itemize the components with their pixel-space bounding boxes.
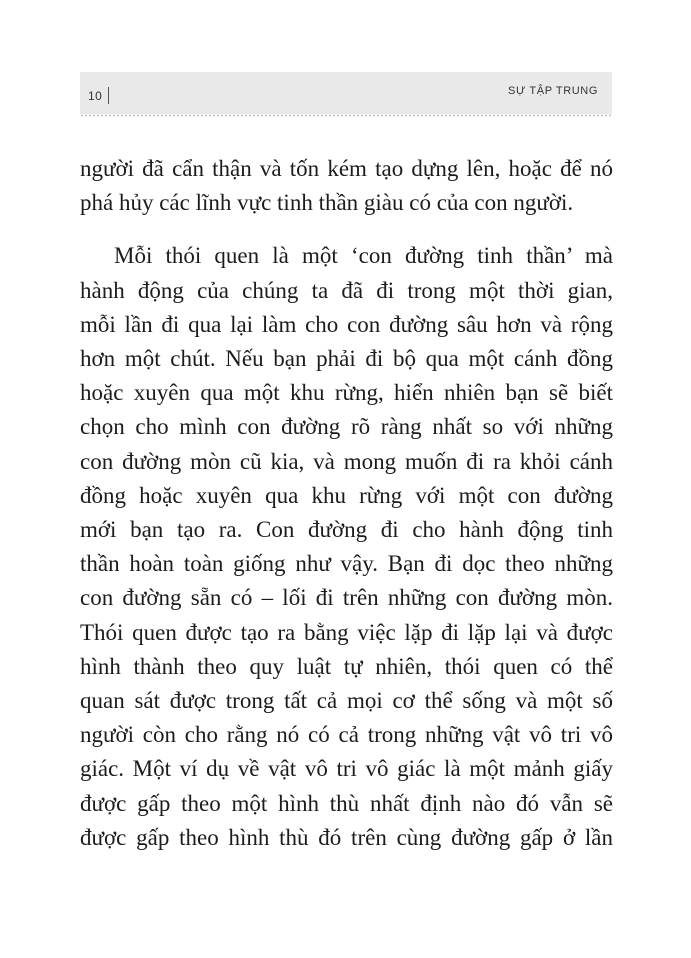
text-line: giác. Một ví dụ về vật vô tri vô giác là một mảnh giấy bbox=[80, 756, 613, 782]
text-line: thần hoàn toàn giống như vậy. Bạn đi dọc theo những bbox=[80, 551, 613, 577]
text-line: hoặc xuyên qua một khu rừng, hiển nhiên bạn sẽ biết bbox=[80, 380, 613, 406]
text-line: được gấp theo hình thù đó trên cùng đường gấp ở lần bbox=[80, 824, 613, 850]
running-header bbox=[80, 72, 612, 114]
text-line: con đường mòn cũ kia, và mong muốn đi ra khỏi cánh bbox=[80, 448, 613, 474]
text-line: chọn cho mình con đường rõ ràng nhất so với những bbox=[80, 414, 613, 440]
text-line: mỗi lần đi qua lại làm cho con đường sâu hơn và rộng bbox=[80, 311, 613, 337]
text-line: phá hủy các lĩnh vực tinh thần giàu có của con người. bbox=[80, 190, 574, 216]
paragraph-2 bbox=[80, 239, 613, 855]
paragraph-1 bbox=[80, 152, 613, 220]
page-number: 10 bbox=[88, 89, 103, 103]
chapter-title: SỰ TẬP TRUNG bbox=[508, 85, 598, 97]
text-line: đồng hoặc xuyên qua khu rừng với một con đường bbox=[80, 482, 613, 508]
body-text bbox=[80, 152, 613, 855]
text-line: hơn một chút. Nếu bạn phải đi bộ qua một cánh đồng bbox=[80, 346, 613, 372]
text-line: hình thành theo quy luật tự nhiên, thói quen có thể bbox=[80, 653, 613, 679]
text-line: người còn cho rằng nó có cả trong những vật vô tri vô bbox=[80, 722, 613, 748]
header-dotted-rule bbox=[80, 114, 612, 117]
text-line: được gấp theo một hình thù nhất định nào đó vẫn sẽ bbox=[80, 790, 613, 816]
text-line: người đã cẩn thận và tốn kém tạo dựng lên, hoặc để nó bbox=[80, 156, 613, 181]
text-line: mới bạn tạo ra. Con đường đi cho hành động tinh bbox=[80, 517, 613, 543]
text-line: quan sát được trong tất cả mọi cơ thể sống và một số bbox=[80, 688, 613, 714]
text-line: hành động của chúng ta đã đi trong một thời gian, bbox=[80, 277, 613, 303]
header-divider bbox=[108, 87, 109, 104]
text-line: Thói quen được tạo ra bằng việc lặp đi lặp lại và được bbox=[80, 619, 613, 645]
text-line: Mỗi thói quen là một ‘con đường tinh thần’ mà bbox=[114, 243, 613, 269]
text-line: con đường sẵn có – lối đi trên những con đường mòn. bbox=[80, 585, 613, 611]
